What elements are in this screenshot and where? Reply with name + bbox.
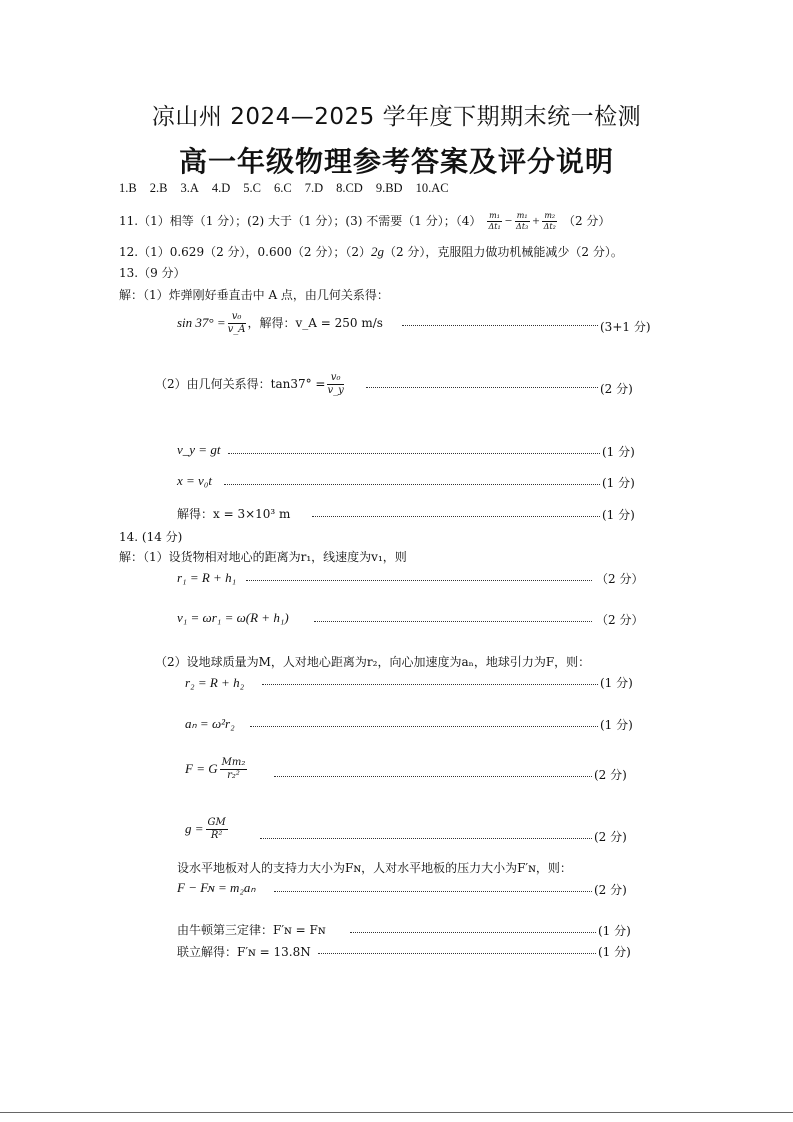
- q14-formula9: 联立解得：F′ɴ = 13.8N: [177, 945, 311, 959]
- mc-answer: 5.C: [243, 181, 261, 195]
- q14-f3-score: (1 分): [600, 676, 633, 690]
- q13-f1-den: v_A: [227, 324, 246, 335]
- q14-f6-den: R²: [210, 830, 223, 841]
- q14-f5-left: F = G: [185, 761, 218, 776]
- q14-f5-den: r₂²: [227, 770, 240, 781]
- q11-line: [119, 212, 610, 231]
- q11-dt2: Δt₂: [543, 222, 556, 231]
- q11-dt3: Δt₃: [516, 222, 529, 231]
- dot-leader: [260, 838, 592, 839]
- q13-f3-score: (1 分): [602, 445, 635, 459]
- q14-f6-left: g =: [185, 821, 204, 836]
- page-bottom-rule: [0, 1112, 793, 1113]
- q11-minus: −: [503, 213, 513, 228]
- q14-f6-num: GM: [207, 817, 226, 828]
- q14-f6-score: (2 分): [594, 830, 627, 844]
- q14-formula4: aₙ = ω²r₂: [185, 716, 235, 731]
- mc-answers: [119, 181, 462, 196]
- dot-leader: [318, 953, 596, 954]
- q14-header: 14. (14 分): [119, 530, 183, 544]
- q11-frac1: [487, 212, 502, 231]
- q14-formula1: r₁ = R + h₁: [177, 570, 237, 585]
- mc-answer: 2.B: [149, 181, 168, 195]
- mc-answer: 9.BD: [375, 181, 403, 195]
- q14-f5-num: Mm₂: [221, 757, 246, 768]
- q12-line: [119, 243, 623, 260]
- q14-formula2: v₁ = ωr₁ = ω(R + h₁): [177, 610, 289, 625]
- dot-leader: [274, 776, 592, 777]
- q12-text-b: （2 分），克服阻力做功机械能减少（2 分）。: [383, 245, 623, 259]
- q11-m2: m₂: [544, 211, 556, 220]
- dot-leader: [312, 516, 600, 517]
- q14-f8-score: (1 分): [598, 924, 631, 938]
- mc-answer: 8.CD: [336, 181, 363, 195]
- dot-leader: [246, 580, 592, 581]
- q11-m1b: m₁: [516, 211, 528, 220]
- dot-leader: [224, 484, 600, 485]
- q13-part1-intro: 解：（1）炸弹刚好垂直击中 A 点，由几何关系得：: [119, 288, 389, 302]
- q12-text-a: 12.（1）0.629（2 分），0.600（2 分）；（2）: [119, 245, 371, 259]
- dot-leader: [314, 621, 592, 622]
- q14-part3-intro: 设水平地板对人的支持力大小为Fɴ，人对水平地板的压力大小为F′ɴ，则：: [177, 861, 572, 875]
- dot-leader: [366, 387, 598, 388]
- q13-p2-frac: [327, 373, 343, 396]
- q13-formula5: 解得：x = 3×10³ m: [177, 507, 291, 521]
- q14-part2-intro: （2）设地球质量为M，人对地心距离为r₂，向心加速度为aₙ，地球引力为F，则：: [155, 655, 591, 669]
- exam-title: 凉山州 2024—2025 学年度下期期末统一检测: [151, 104, 642, 130]
- q14-formula7: F − Fɴ = m₂aₙ: [177, 880, 256, 895]
- q11-plus: +: [531, 213, 541, 228]
- q14-f2-score: （2 分）: [596, 613, 644, 627]
- mc-answer: 6.C: [273, 181, 292, 195]
- dot-leader: [350, 932, 596, 933]
- q14-f5-score: (2 分): [594, 768, 627, 782]
- q11-score: （2 分）: [562, 214, 611, 228]
- q11-frac2: [515, 212, 530, 231]
- q11-text: 11.（1）相等（1 分）；(2) 大于（1 分）；(3) 不需要（1 分）；（4）: [119, 214, 482, 228]
- q13-f1-frac: [228, 312, 246, 335]
- q14-formula5: [185, 758, 249, 781]
- q14-f4-score: (1 分): [600, 718, 633, 732]
- q14-f5-frac: [220, 758, 248, 781]
- dot-leader: [402, 325, 598, 326]
- q13-p2-num: v₀: [327, 373, 343, 385]
- q13-f1-solve: ，解得：v_A = 250 m/s: [247, 316, 383, 330]
- q11-m1: m₁: [489, 211, 500, 220]
- q14-f6-frac: [206, 818, 228, 841]
- q13-f1-left: sin 37° =: [177, 315, 226, 330]
- q13-f4-score: (1 分): [602, 476, 635, 490]
- q14-formula3: r₂ = R + h₂: [185, 675, 245, 690]
- answer-key-title: 高一年级物理参考答案及评分说明: [178, 145, 614, 178]
- q13-formula1: [177, 312, 383, 335]
- q13-formula4: x = v₀t: [177, 473, 212, 488]
- dot-leader: [250, 726, 598, 727]
- q13-p2-den: v_y: [327, 385, 344, 396]
- mc-answer: 3.A: [180, 181, 199, 195]
- q14-part1-intro: 解：（1）设货物相对地心的距离为r₁，线速度为v₁，则: [119, 550, 407, 564]
- q14-f1-score: （2 分）: [596, 572, 644, 586]
- q14-f7-score: (2 分): [594, 883, 627, 897]
- q13-header: 13.（9 分）: [119, 266, 186, 280]
- q11-dt1: Δt₁: [488, 222, 501, 231]
- q13-part2: [155, 373, 346, 396]
- q11-frac3: [542, 212, 557, 231]
- mc-answer: 10.AC: [415, 181, 449, 195]
- q14-formula6: [185, 818, 230, 841]
- mc-answer: 4.D: [211, 181, 231, 195]
- q13-p2-score: (2 分): [600, 382, 633, 396]
- mc-answer: 1.B: [119, 181, 137, 195]
- q14-f9-score: (1 分): [598, 945, 631, 959]
- q13-p2-intro: （2）由几何关系得：tan37° =: [155, 377, 326, 391]
- q13-f1-num: v₀: [228, 312, 246, 324]
- q13-f5-score: (1 分): [602, 508, 635, 522]
- q13-f1-score: (3+1 分): [600, 320, 651, 334]
- dot-leader: [262, 684, 598, 685]
- dot-leader: [274, 891, 592, 892]
- q12-g: 2g: [370, 244, 384, 259]
- dot-leader: [228, 453, 600, 454]
- q13-formula3: v_y = gt: [177, 442, 221, 457]
- q14-formula8: 由牛顿第三定律：F′ɴ = Fɴ: [177, 923, 326, 937]
- mc-answer: 7.D: [304, 181, 324, 195]
